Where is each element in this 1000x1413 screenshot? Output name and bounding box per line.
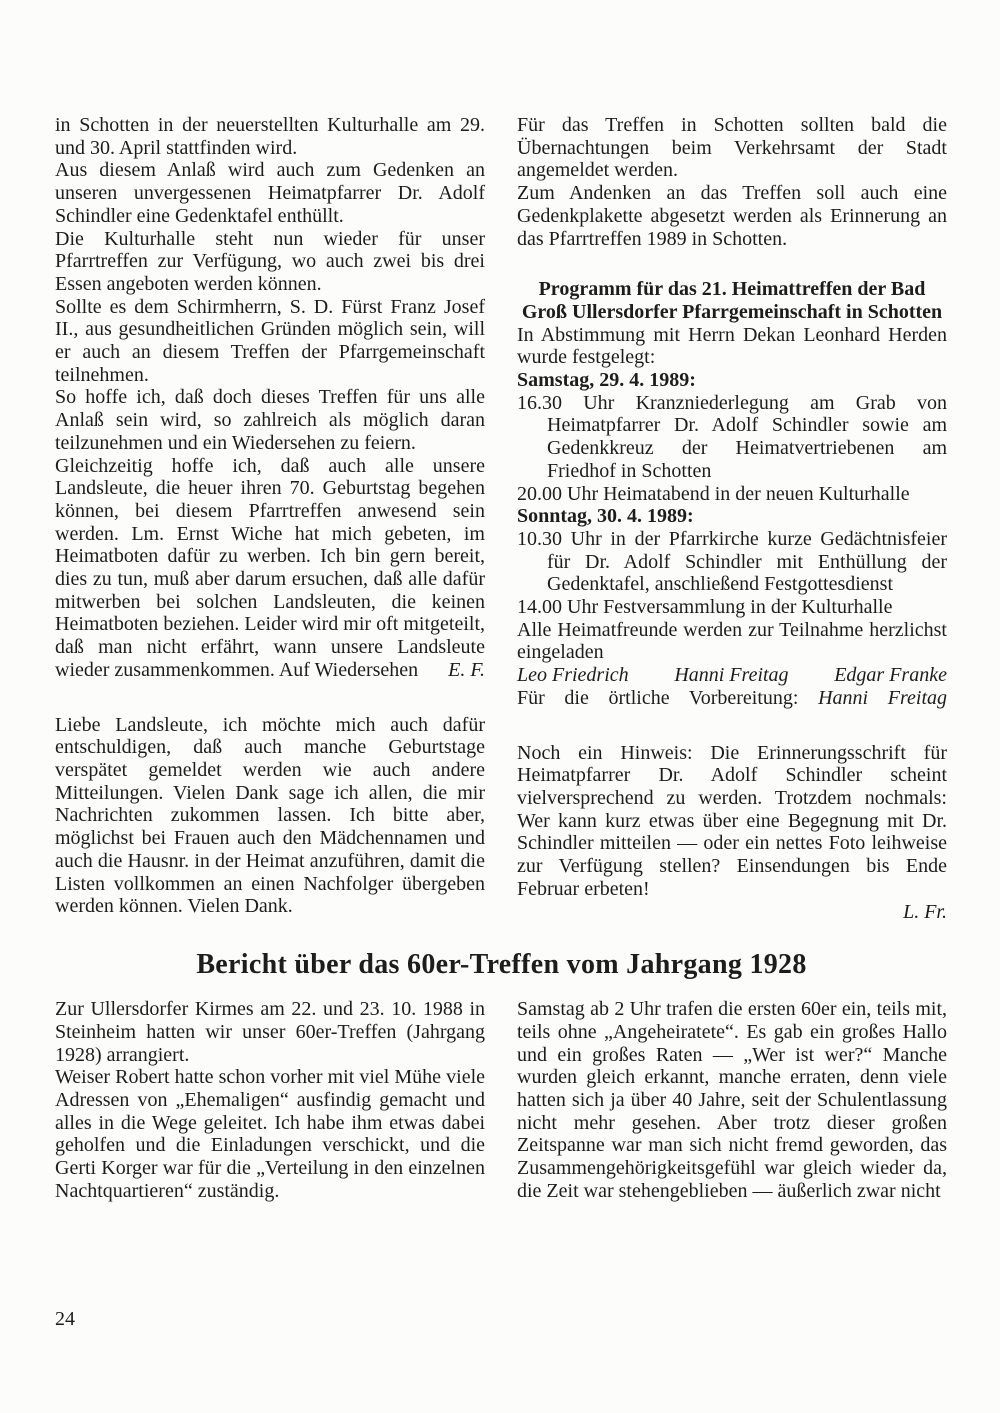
signatory-name: Edgar Franke	[834, 664, 947, 687]
local-preparation-line	[517, 687, 947, 710]
local-preparation-name: Hanni Freitag	[818, 686, 947, 709]
program-day-saturday: Samstag, 29. 4. 1989:	[517, 369, 696, 392]
page-number: 24	[55, 1308, 75, 1330]
invitation-text: Alle Heimatfreunde werden zur Teilnahme herzlichst eingeladen	[517, 618, 947, 664]
local-preparation-label: Für die örtliche Vorbereitung:	[517, 686, 799, 709]
bottom-columns	[55, 998, 948, 1202]
author-initials: L. Fr.	[903, 900, 947, 923]
program-item: 20.00 Uhr Heimatabend in der neuen Kulturhalle	[517, 482, 910, 505]
paragraph: Zur Ullersdorfer Kirmes am 22. und 23. 10. 1988 in Steinheim hatten wir unser 60er-Treffen (Jahrgang 1928) arrangiert.	[55, 998, 485, 1066]
section-heading: Bericht über das 60er-Treffen vom Jahrgang 1928	[196, 949, 807, 981]
top-right-column	[517, 114, 947, 923]
paragraph: Zum Andenken an das Treffen soll auch eine Gedenkplakette abgesetzt werden als Erinnerung an das Pfarrtreffen 1989 in Schotten.	[517, 182, 947, 250]
signatory-name: Leo Friedrich	[517, 664, 629, 687]
bottom-right-column	[517, 998, 947, 1202]
paragraph-text: Gleichzeitig hoffe ich, daß auch alle unsere Landsleute, die heuer ihren 70. Geburtstag begehen können, bei diesem Pfarrtreffen anwesend sein werden. Lm. Ernst Wiche hat mich gebeten, im Heimatboten dafür zu werben. Ich bin gern bereit, dies zu tun, muß aber darum ersuchen, daß alle dafür mitwerben bei solchen Landsleuten, die keinen Heimatboten beziehen. Leider wird mir oft mitgeteilt, daß man nicht erfährt, wann unsere Landsleute wieder zusammenkommen. Auf Wiedersehen	[55, 454, 485, 681]
paragraph: Aus diesem Anlaß wird auch zum Gedenken an unseren unvergessenen Heimatpfarrer Dr. Adolf Schindler eine Gedenktafel enthüllt.	[55, 159, 485, 227]
paragraph: Sollte es dem Schirmherrn, S. D. Fürst Franz Josef II., aus gesundheitlichen Gründen möglich sein, will er auch an diesem Treffen der Pfarrgemeinschaft teilnehmen.	[55, 295, 485, 386]
notice-paragraph: Noch ein Hinweis: Die Erinnerungsschrift für Heimatpfarrer Dr. Adolf Schindler scheint vielversprechend zu werden. Trotzdem nochmals: Wer kann kurz etwas über eine Begegnung mit Dr. Schindler mitteilen — oder ein nettes Foto leihweise zur Verfügung stellen? Einsendungen bis Ende Februar erbeten!	[517, 741, 947, 900]
paragraph: So hoffe ich, daß doch dieses Treffen für uns alle Anlaß sein wird, so zahlreich als möglich daran teilzunehmen und ein Wiedersehen zu feiern.	[55, 386, 485, 454]
closing-paragraph: Liebe Landsleute, ich möchte mich auch dafür entschuldigen, daß auch manche Geburtstage verspätet gemeldet werden wie auch andere Mitteilungen. Vielen Dank sage ich allen, die mir Nachrichten zukommen lassen. Ich bitte aber, möglichst bei Frauen auch den Mädchennamen und auch die Hausnr. in der Heimat anzuführen, damit die Listen vollkommen an einen Nachfolger übergeben werden können. Vielen Dank.	[55, 713, 485, 918]
top-columns	[55, 114, 948, 923]
program-intro: In Abstimmung mit Herrn Dekan Leonhard Herden wurde festgelegt:	[517, 323, 947, 369]
paragraph: Für das Treffen in Schotten sollten bald die Übernachtungen beim Verkehrsamt der Stadt angemeldet werden.	[517, 114, 947, 182]
paragraph: Weiser Robert hatte schon vorher mit viel Mühe viele Adressen von „Ehemaligen“ ausfindig gemacht und alles in die Wege geleitet. Ich habe ihm etwas dabei geholfen und die Einladungen verschickt, und die Gerti Korger war für die „Verteilung in den einzelnen Nachtquartieren“ zuständig.	[55, 1066, 485, 1202]
program-item: 10.30 Uhr in der Pfarrkirche kurze Gedächtnisfeier für Dr. Adolf Schindler mit Enthüllung der Gedenktafel, anschließend Festgottesdienst	[517, 527, 947, 596]
signatories-line	[517, 664, 947, 687]
program-day-sunday: Sonntag, 30. 4. 1989:	[517, 505, 694, 528]
author-initials: E. F.	[448, 658, 485, 681]
paragraph: Samstag ab 2 Uhr trafen die ersten 60er ein, teils mit, teils ohne „Angeheiratete“. Es gab ein großes Hallo und ein großes Raten — „Wer ist wer?“ Manche wurden gleich erkannt, manche erraten, denn viele hatten sich ja über 40 Jahre, seit der Schulentlassung nicht mehr gesehen. Aber trotz dieser großen Zeitspanne war man sich nicht fremd geworden, das Zusammengehörigkeitsgefühl war gleich wieder da, die Zeit war stehengeblieben — äußerlich zwar nicht	[517, 998, 947, 1202]
program-item: 16.30 Uhr Kranzniederlegung am Grab von Heimatpfarrer Dr. Adolf Schindler sowie am Gedenkkreuz der Heimatvertriebenen am Friedhof in Schotten	[517, 391, 947, 482]
bottom-left-column	[55, 998, 485, 1202]
program-item: 14.00 Uhr Festversammlung in der Kulturhalle	[517, 596, 893, 619]
signatory-name: Hanni Freitag	[674, 664, 789, 687]
top-left-column	[55, 114, 485, 923]
paragraph: Die Kulturhalle steht nun wieder für unser Pfarrtreffen zur Verfügung, wo auch zwei bis drei Essen angeboten werden können.	[55, 227, 485, 295]
paragraph-with-signature	[55, 455, 485, 682]
paragraph: in Schotten in der neuerstellten Kulturhalle am 29. und 30. April stattfinden wird.	[55, 114, 485, 159]
program-heading: Programm für das 21. Heimattreffen der Bad Groß Ullersdorfer Pfarrgemeinschaft in Schotten	[521, 278, 943, 323]
